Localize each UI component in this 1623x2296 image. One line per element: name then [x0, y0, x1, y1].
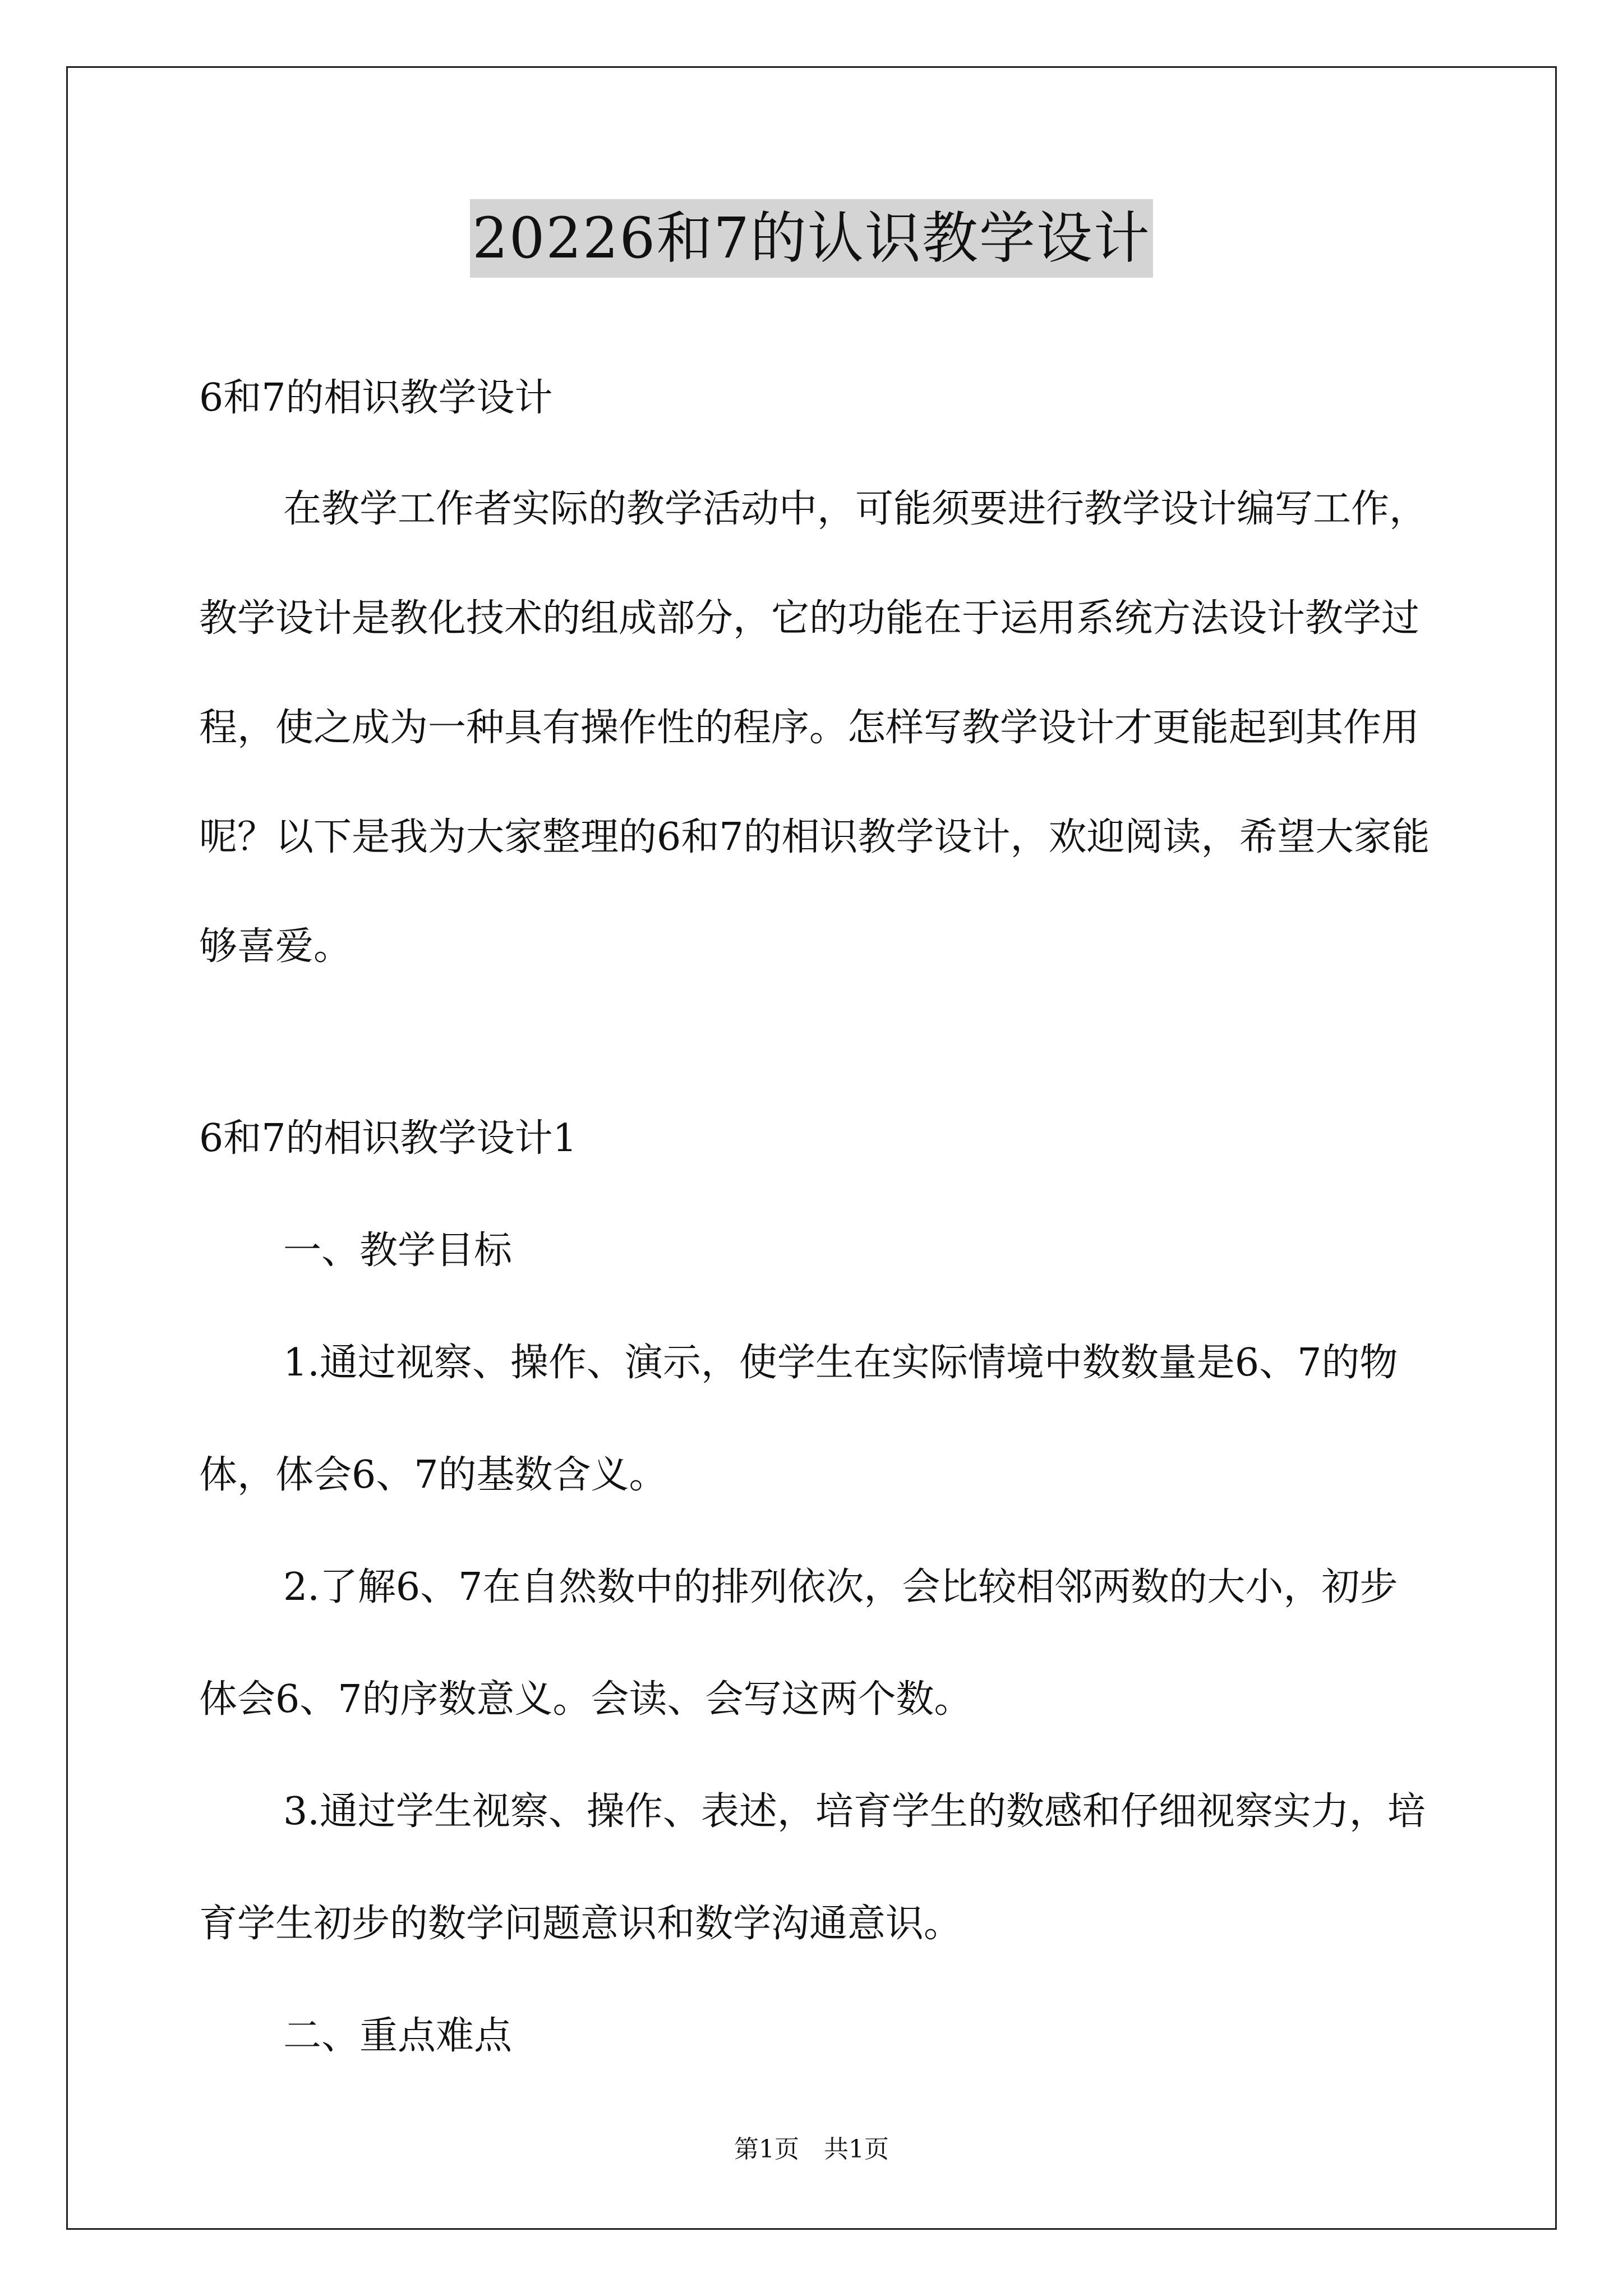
paragraph-objective-1: 1.通过视察、操作、演示，使学生在实际情境中数数量是6、7的物体，体会6、7的基数含义。: [199, 1341, 1398, 1497]
paragraph-objectives-heading: 一、教学目标: [283, 1228, 513, 1273]
paragraph-key-points-heading: 二、重点难点: [283, 2014, 513, 2058]
intro-paragraph: 在教学工作者实际的教学活动中，可能须要进行教学设计编写工作，教学设计是教化技术的组成部分，它的功能在于运用系统方法设计教学过程，使之成为一种具有操作性的程序。怎样写教学设计才更能起到其作用呢？以下是我为大家整理的6和7的相识教学设计，欢迎阅读，希望大家能够喜爱。: [199, 487, 1430, 969]
document-body: [199, 342, 1433, 2092]
title-container: [0, 199, 1623, 278]
paragraph-objective-3: 3.通过学生视察、操作、表述，培育学生的数感和仔细视察实力，培育学生初步的数学问题意识和数学沟通意识。: [199, 1789, 1426, 1946]
document-title: 20226和7的认识教学设计: [470, 199, 1153, 278]
paragraph-objective-2: 2.了解6、7在自然数中的排列依次，会比较相邻两数的大小，初步体会6、7的序数意义。会读、会写这两个数。: [199, 1565, 1398, 1722]
section-heading: 6和7的相识教学设计1: [199, 1116, 577, 1161]
document-subtitle: 6和7的相识教学设计: [199, 376, 553, 420]
page-footer: 第1页 共1页: [734, 2135, 889, 2164]
